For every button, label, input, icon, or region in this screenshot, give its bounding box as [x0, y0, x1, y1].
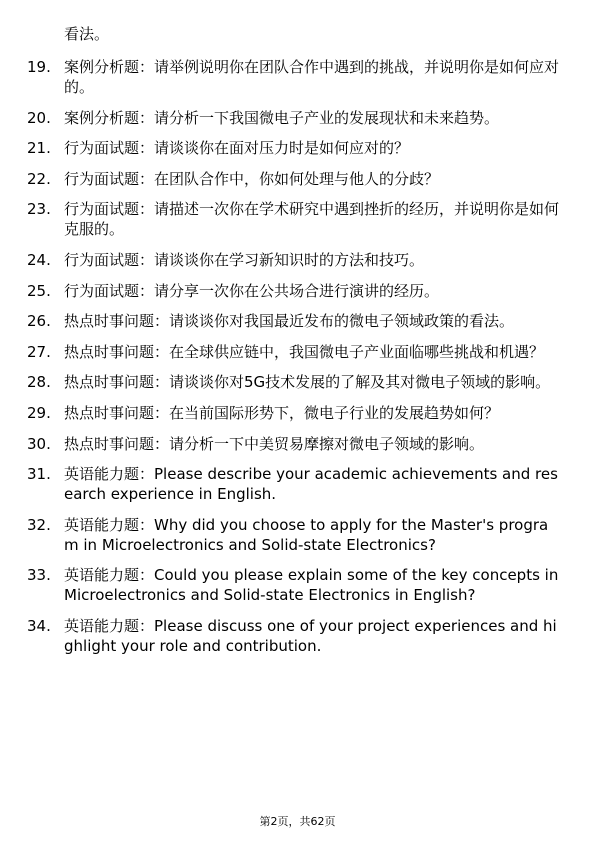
page-footer: 第2页，共62页 [259, 815, 336, 828]
question-item [0, 250, 595, 270]
question-text: 行为面试题：请分享一次你在公共场合进行演讲的经历。 [64, 281, 440, 300]
question-number: 22. [27, 169, 51, 188]
question-number: 34. [27, 616, 51, 635]
question-item [0, 616, 595, 656]
question-text: 英语能力题：Please describe your academic achievements and research experience in English. [64, 465, 558, 504]
question-item [0, 57, 595, 97]
question-text: 行为面试题：请谈谈你在学习新知识时的方法和技巧。 [64, 250, 425, 269]
question-item [0, 138, 595, 158]
question-text: 热点时事问题：请分析一下中美贸易摩擦对微电子领域的影响。 [64, 434, 485, 453]
question-text: 案例分析题：请分析一下我国微电子产业的发展现状和未来趋势。 [64, 108, 500, 127]
question-text: 热点时事问题：请谈谈你对5G技术发展的了解及其对微电子领域的影响。 [64, 373, 551, 392]
question-text: 行为面试题：请谈谈你在面对压力时是如何应对的？ [64, 139, 410, 158]
question-item [0, 169, 595, 189]
question-item [0, 515, 595, 555]
question-number: 25. [27, 281, 51, 300]
question-item [0, 565, 595, 605]
question-item [0, 434, 595, 454]
question-number: 23. [27, 200, 51, 219]
question-text: 案例分析题：请举例说明你在团队合作中遇到的挑战，并说明你是如何应对的。 [64, 58, 560, 96]
question-number: 24. [27, 250, 51, 269]
question-text: 英语能力题：Could you please explain some of the key concepts in Microelectronics and Solid-state Electronics in English? [64, 566, 559, 605]
question-item [0, 403, 595, 423]
question-number: 30. [27, 434, 51, 453]
question-item [0, 311, 595, 331]
question-item [0, 464, 595, 504]
question-text: 行为面试题：在团队合作中，你如何处理与他人的分歧？ [64, 169, 440, 188]
question-item [0, 342, 595, 362]
question-number: 32. [27, 515, 51, 534]
question-number: 33. [27, 566, 51, 585]
question-text: 英语能力题：Please discuss one of your project experiences and highlight your role and contribution. [64, 616, 557, 655]
question-text: 热点时事问题：在全球供应链中，我国微电子产业面临哪些挑战和机遇？ [64, 342, 545, 361]
question-number: 19. [27, 58, 51, 76]
question-number: 27. [27, 342, 51, 361]
question-number: 29. [27, 403, 51, 422]
question-item [0, 108, 595, 128]
question-item [0, 281, 595, 301]
question-number: 31. [27, 465, 51, 484]
question-text: 英语能力题：Why did you choose to apply for the Master's program in Microelectronics and Solid-state Electronics? [64, 515, 549, 554]
question-number: 20. [27, 108, 51, 127]
question-text: 行为面试题：请描述一次你在学术研究中遇到挫折的经历，并说明你是如何克服的。 [64, 200, 560, 239]
question-text: 热点时事问题：请谈谈你对我国最近发布的微电子领域政策的看法。 [64, 312, 515, 331]
question-list [0, 57, 595, 667]
question-item [0, 372, 595, 392]
question-item [0, 199, 595, 239]
question-number: 28. [27, 373, 51, 392]
question-number: 26. [27, 312, 51, 331]
question-text: 热点时事问题：在当前国际形势下，微电子行业的发展趋势如何？ [64, 403, 500, 422]
continuation-text: 看法。 [64, 25, 110, 43]
question-number: 21. [27, 139, 51, 158]
